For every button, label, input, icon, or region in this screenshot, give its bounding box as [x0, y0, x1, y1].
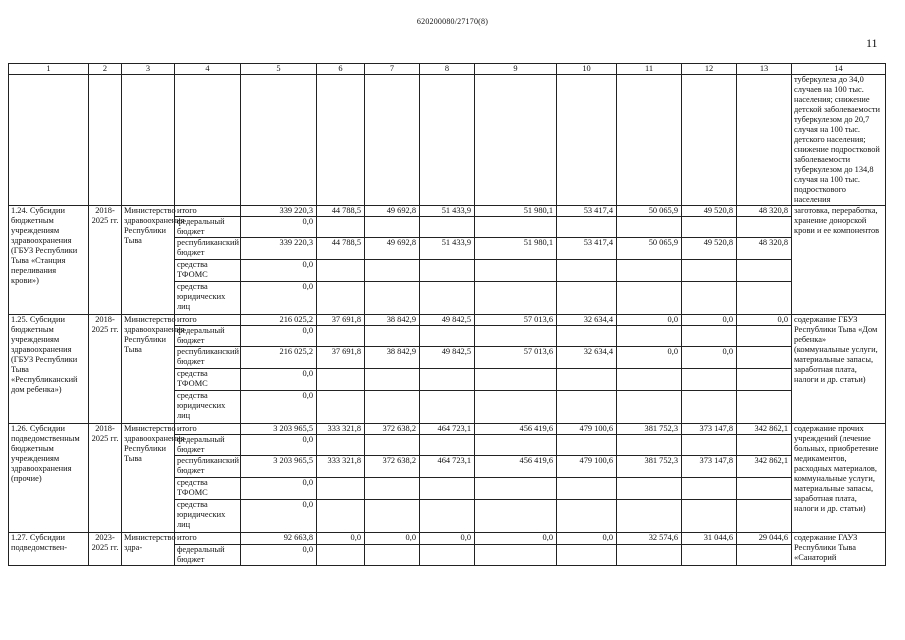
value-cell: 479 100,6 [557, 456, 617, 478]
value-cell [557, 217, 617, 238]
value-cell: 50 065,9 [617, 206, 682, 217]
value-cell [317, 545, 365, 566]
value-cell: 51 433,9 [420, 238, 475, 260]
value-cell: 456 419,6 [475, 424, 557, 435]
value-cell [557, 391, 617, 424]
value-cell: 339 220,3 [241, 206, 317, 217]
column-header: 12 [682, 64, 737, 75]
value-cell [420, 435, 475, 456]
value-cell [682, 282, 737, 315]
value-cell: 381 752,3 [617, 456, 682, 478]
value-cell: 38 842,9 [365, 315, 420, 326]
column-header: 8 [420, 64, 475, 75]
value-cell: 0,0 [420, 533, 475, 545]
value-cell [557, 435, 617, 456]
value-cell: 51 980,1 [475, 206, 557, 217]
value-cell [475, 282, 557, 315]
value-cell [557, 500, 617, 533]
value-cell [617, 435, 682, 456]
executor-cell: Министерство здравоохранения Республики Тыва [122, 206, 175, 315]
value-cell [737, 326, 792, 347]
value-cell [365, 435, 420, 456]
value-cell [617, 282, 682, 315]
value-cell: 464 723,1 [420, 424, 475, 435]
funding-source-cell: средства ТФОМС [175, 369, 241, 391]
value-cell [317, 435, 365, 456]
value-cell [682, 326, 737, 347]
value-cell: 0,0 [241, 545, 317, 566]
value-cell [365, 478, 420, 500]
value-cell [682, 500, 737, 533]
value-cell [617, 478, 682, 500]
executor-cell: Министерство здравоохранения Республики Тыва [122, 315, 175, 424]
value-cell: 44 788,5 [317, 238, 365, 260]
header-row [9, 64, 886, 75]
value-cell [617, 500, 682, 533]
value-cell: 37 691,8 [317, 315, 365, 326]
value-cell: 51 433,9 [420, 206, 475, 217]
value-cell [317, 391, 365, 424]
value-cell: 0,0 [241, 478, 317, 500]
funding-source-cell: федеральный бюджет [175, 326, 241, 347]
program-table [8, 63, 886, 566]
value-cell [317, 478, 365, 500]
value-cell [682, 435, 737, 456]
value-cell: 53 417,4 [557, 238, 617, 260]
value-cell [475, 326, 557, 347]
value-cell: 464 723,1 [420, 456, 475, 478]
value-cell: 372 638,2 [365, 424, 420, 435]
value-cell [557, 545, 617, 566]
page-number: 11 [866, 36, 878, 50]
funding-source-cell: республиканский бюджет [175, 238, 241, 260]
value-cell [420, 282, 475, 315]
value-cell: 48 320,8 [737, 238, 792, 260]
period-cell: 2018-2025 гг. [89, 315, 122, 424]
value-cell: 3 203 965,5 [241, 456, 317, 478]
value-cell [737, 478, 792, 500]
funding-source-cell: средства юридических лиц [175, 391, 241, 424]
value-cell [737, 217, 792, 238]
measure-name-cell: 1.26. Субсидии подведомственным бюджетным учреждениям здравоохранения (прочие) [9, 424, 89, 533]
value-cell [420, 369, 475, 391]
value-cell [617, 260, 682, 282]
continuation-row [9, 75, 886, 206]
value-cell [737, 347, 792, 369]
value-cell: 456 419,6 [475, 456, 557, 478]
value-cell: 31 044,6 [682, 533, 737, 545]
value-cell [557, 478, 617, 500]
value-cell [420, 326, 475, 347]
value-cell [317, 500, 365, 533]
value-cell: 32 574,6 [617, 533, 682, 545]
value-cell [737, 545, 792, 566]
value-cell [617, 391, 682, 424]
value-cell: 372 638,2 [365, 456, 420, 478]
value-cell: 0,0 [241, 326, 317, 347]
funding-source-cell: республиканский бюджет [175, 347, 241, 369]
value-cell: 92 663,8 [241, 533, 317, 545]
value-cell: 50 065,9 [617, 238, 682, 260]
value-cell: 0,0 [241, 391, 317, 424]
funding-source-cell: итого [175, 424, 241, 435]
value-cell: 37 691,8 [317, 347, 365, 369]
value-cell [475, 369, 557, 391]
value-cell: 32 634,4 [557, 315, 617, 326]
expected-result-cell: содержание прочих учреждений (лечение больных, приобретение медикаментов, расходных материалов, коммунальные услуги, материальные запасы, заработная плата, налоги и др. статьи) [792, 424, 886, 533]
value-cell: 57 013,6 [475, 347, 557, 369]
column-header: 7 [365, 64, 420, 75]
expected-result-cell: содержание ГАУЗ Республики Тыва «Санаторий [792, 533, 886, 566]
measure-name-cell: 1.27. Субсидии подведомствен- [9, 533, 89, 566]
value-cell [420, 545, 475, 566]
value-cell [617, 369, 682, 391]
value-cell: 479 100,6 [557, 424, 617, 435]
funding-source-cell: итого [175, 315, 241, 326]
value-cell: 333 321,8 [317, 456, 365, 478]
value-cell [682, 545, 737, 566]
period-cell: 2018-2025 гг. [89, 424, 122, 533]
funding-source-cell: итого [175, 533, 241, 545]
expected-result-cell: заготовка, переработка, хранение донорской крови и ее компонентов [792, 206, 886, 315]
value-cell [475, 545, 557, 566]
value-cell [317, 326, 365, 347]
funding-source-cell: республиканский бюджет [175, 456, 241, 478]
value-cell [317, 260, 365, 282]
value-cell: 0,0 [241, 260, 317, 282]
value-cell [557, 326, 617, 347]
column-header: 13 [737, 64, 792, 75]
value-cell: 0,0 [682, 347, 737, 369]
value-cell: 44 788,5 [317, 206, 365, 217]
value-cell [737, 260, 792, 282]
value-cell: 0,0 [737, 315, 792, 326]
funding-source-cell: федеральный бюджет [175, 435, 241, 456]
executor-cell: Министерство здра- [122, 533, 175, 566]
value-cell: 373 147,8 [682, 424, 737, 435]
value-cell: 57 013,6 [475, 315, 557, 326]
period-cell: 2018-2025 гг. [89, 206, 122, 315]
value-cell: 53 417,4 [557, 206, 617, 217]
value-cell: 333 321,8 [317, 424, 365, 435]
value-cell [737, 369, 792, 391]
value-cell [475, 217, 557, 238]
column-header: 10 [557, 64, 617, 75]
value-cell [617, 217, 682, 238]
value-cell: 32 634,4 [557, 347, 617, 369]
value-cell [682, 369, 737, 391]
value-cell: 0,0 [557, 533, 617, 545]
value-cell: 339 220,3 [241, 238, 317, 260]
document-code: 620200080/27170(8) [416, 17, 489, 26]
funding-source-cell: федеральный бюджет [175, 217, 241, 238]
value-cell [420, 478, 475, 500]
value-cell: 0,0 [617, 347, 682, 369]
value-cell [365, 217, 420, 238]
value-cell [475, 478, 557, 500]
value-cell [420, 500, 475, 533]
value-cell [682, 260, 737, 282]
value-cell [475, 500, 557, 533]
funding-source-cell: средства юридических лиц [175, 282, 241, 315]
value-cell: 373 147,8 [682, 456, 737, 478]
value-cell: 0,0 [617, 315, 682, 326]
value-cell [617, 545, 682, 566]
value-cell: 38 842,9 [365, 347, 420, 369]
funding-source-cell: средства ТФОМС [175, 260, 241, 282]
value-cell [682, 391, 737, 424]
measure-name-cell: 1.25. Субсидии бюджетным учреждениям здравоохранения (ГБУЗ Республики Тыва «Республиканский дом ребенка») [9, 315, 89, 424]
value-cell [475, 260, 557, 282]
value-cell [365, 545, 420, 566]
value-cell [317, 217, 365, 238]
executor-cell: Министерство здравоохранения Республики Тыва [122, 424, 175, 533]
value-cell: 0,0 [241, 282, 317, 315]
value-cell: 49 520,8 [682, 206, 737, 217]
column-header: 2 [89, 64, 122, 75]
value-cell [365, 391, 420, 424]
funding-source-cell: средства юридических лиц [175, 500, 241, 533]
value-cell: 49 842,5 [420, 347, 475, 369]
value-cell [317, 282, 365, 315]
value-cell: 0,0 [241, 217, 317, 238]
table-row [9, 315, 886, 326]
value-cell: 51 980,1 [475, 238, 557, 260]
value-cell: 342 862,1 [737, 456, 792, 478]
value-cell [737, 282, 792, 315]
value-cell: 3 203 965,5 [241, 424, 317, 435]
column-header: 9 [475, 64, 557, 75]
column-header: 4 [175, 64, 241, 75]
column-header: 3 [122, 64, 175, 75]
value-cell [365, 260, 420, 282]
value-cell: 48 320,8 [737, 206, 792, 217]
value-cell [317, 369, 365, 391]
value-cell: 29 044,6 [737, 533, 792, 545]
value-cell [365, 369, 420, 391]
funding-source-cell: федеральный бюджет [175, 545, 241, 566]
value-cell [617, 326, 682, 347]
value-cell: 216 025,2 [241, 347, 317, 369]
value-cell [365, 500, 420, 533]
column-header: 5 [241, 64, 317, 75]
value-cell [682, 478, 737, 500]
value-cell [475, 435, 557, 456]
value-cell: 0,0 [365, 533, 420, 545]
period-cell: 2023-2025 гг. [89, 533, 122, 566]
value-cell [557, 260, 617, 282]
value-cell [475, 391, 557, 424]
value-cell [365, 326, 420, 347]
value-cell [365, 282, 420, 315]
value-cell: 49 842,5 [420, 315, 475, 326]
value-cell: 216 025,2 [241, 315, 317, 326]
value-cell: 0,0 [475, 533, 557, 545]
value-cell: 0,0 [241, 500, 317, 533]
value-cell [737, 500, 792, 533]
column-header: 1 [9, 64, 89, 75]
column-header: 11 [617, 64, 682, 75]
value-cell: 342 862,1 [737, 424, 792, 435]
continuation-result: туберкулеза до 34,0 случаев на 100 тыс. населения; снижение детской заболеваемости туберкулезом до 20,7 случая на 100 тыс. детского населения; снижение подростковой заболеваемости туберкулезом до 134,8 случая на 100 тыс. подросткового населения [792, 75, 886, 206]
value-cell: 0,0 [317, 533, 365, 545]
value-cell: 49 692,8 [365, 238, 420, 260]
value-cell [420, 391, 475, 424]
value-cell [420, 260, 475, 282]
table-row [9, 533, 886, 545]
value-cell [682, 217, 737, 238]
column-header: 14 [792, 64, 886, 75]
measure-name-cell: 1.24. Субсидии бюджетным учреждениям здравоохранения (ГБУЗ Республики Тыва «Станция переливания крови») [9, 206, 89, 315]
value-cell [737, 435, 792, 456]
value-cell [557, 369, 617, 391]
value-cell: 49 520,8 [682, 238, 737, 260]
value-cell: 49 692,8 [365, 206, 420, 217]
funding-source-cell: средства ТФОМС [175, 478, 241, 500]
funding-source-cell: итого [175, 206, 241, 217]
table-row [9, 206, 886, 217]
value-cell [420, 217, 475, 238]
value-cell: 381 752,3 [617, 424, 682, 435]
table-row [9, 424, 886, 435]
value-cell: 0,0 [241, 369, 317, 391]
value-cell [737, 391, 792, 424]
value-cell: 0,0 [682, 315, 737, 326]
value-cell [557, 282, 617, 315]
expected-result-cell: содержание ГБУЗ Республики Тыва «Дом ребенка» (коммунальные услуги, материальные запасы, заработная плата, налоги и др. статьи) [792, 315, 886, 424]
column-header: 6 [317, 64, 365, 75]
value-cell: 0,0 [241, 435, 317, 456]
